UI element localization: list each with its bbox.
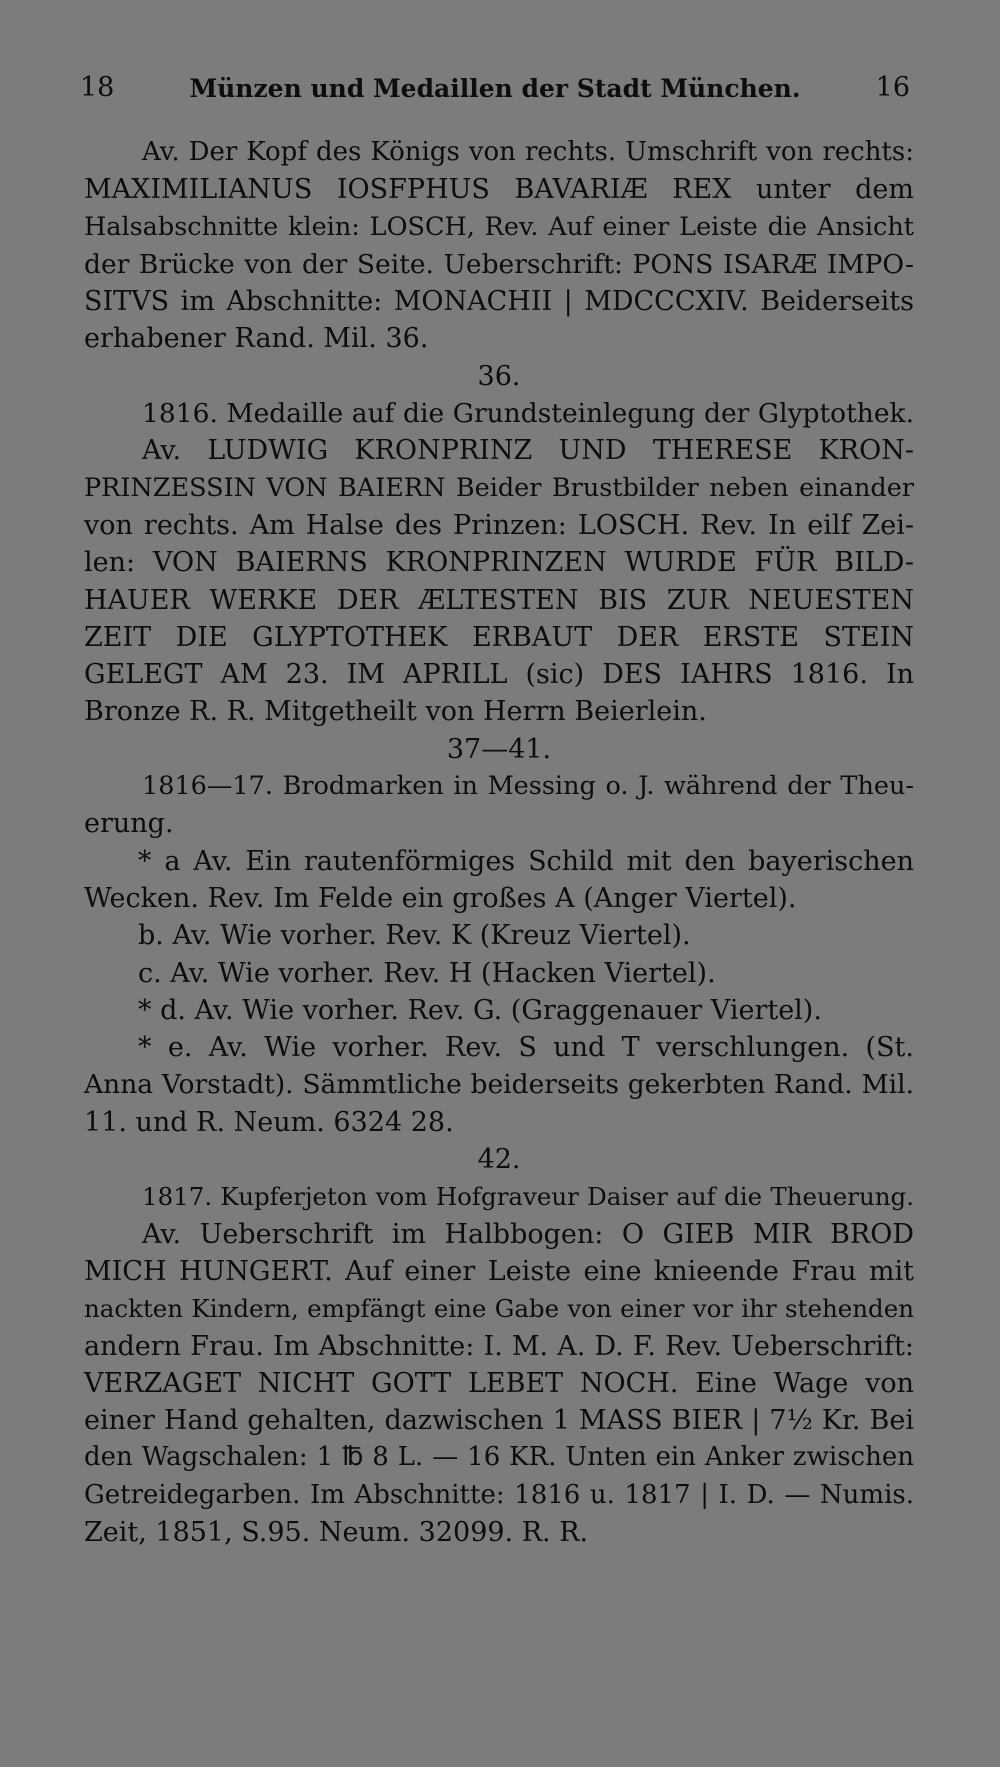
text-line: c. Av. Wie vorher. Rev. H (Hacken Viertel). bbox=[138, 957, 716, 989]
page-number-left: 18 bbox=[80, 72, 115, 103]
text-line: SITVS im Abschnitte: MONACHII | MDCCCXIV. Beiderseits bbox=[84, 286, 914, 318]
entry-heading: 1817. Kupferjeton vom Hofgraveur Daiser auf die Theuerung. bbox=[142, 1182, 914, 1212]
text-line: b. Av. Wie vorher. Rev. K (Kreuz Viertel). bbox=[138, 920, 691, 952]
text-line: von rechts. Am Halse des Prinzen: LOSCH. Rev. In eilf Zei- bbox=[84, 509, 914, 541]
text-line: der Brücke von der Seite. Ueberschrift: PONS ISARÆ IMPO- bbox=[84, 248, 914, 280]
text-line: erhabener Rand. Mil. 36. bbox=[84, 323, 429, 355]
text-line: Anna Vorstadt). Sämmtliche beiderseits gekerbten Rand. Mil. bbox=[84, 1069, 914, 1101]
text-line: Zeit, 1851, S.95. Neum. 32099. R. R. bbox=[84, 1516, 589, 1548]
section-number: 36. bbox=[477, 360, 521, 392]
text-line: Av. Der Kopf des Königs von rechts. Umschrift von rechts: bbox=[142, 137, 914, 167]
text-line: Av. LUDWIG KRONPRINZ UND THERESE KRON- bbox=[142, 435, 914, 467]
text-line: MICH HUNGERT. Auf einer Leiste eine knieende Frau mit bbox=[84, 1255, 914, 1287]
text-line: GELEGT AM 23. IM APRILL (sic) DES IAHRS 1816. In bbox=[84, 659, 914, 691]
text-line: Halsabschnitte klein: LOSCH, Rev. Auf einer Leiste die Ansicht bbox=[84, 211, 914, 242]
text-line: einer Hand gehalten, dazwischen 1 MASS BIER | 7½ Kr. Bei bbox=[84, 1405, 914, 1437]
page-number-right: 16 bbox=[875, 72, 910, 103]
page-header bbox=[80, 72, 910, 112]
text-line: MAXIMILIANUS IOSFPHUS BAVARIÆ REX unter dem bbox=[84, 174, 914, 206]
entry-heading: 1816—17. Brodmarken in Messing o. J. während der Theu- bbox=[142, 771, 914, 802]
text-line: PRINZESSIN VON BAIERN Beider Brustbilder neben einander bbox=[84, 472, 914, 503]
text-line: * d. Av. Wie vorher. Rev. G. (Graggenauer Viertel). bbox=[138, 994, 822, 1026]
text-line: Wecken. Rev. Im Felde ein großes A (Anger Viertel). bbox=[84, 882, 797, 914]
text-line: ZEIT DIE GLYPTOTHEK ERBAUT DER ERSTE STEIN bbox=[84, 621, 914, 653]
text-line: andern Frau. Im Abschnitte: I. M. A. D. F. Rev. Ueberschrift: bbox=[84, 1330, 914, 1362]
text-line: len: VON BAIERNS KRONPRINZEN WURDE FÜR BILD- bbox=[84, 547, 914, 579]
text-line: Bronze R. R. Mitgetheilt von Herrn Beierlein. bbox=[84, 696, 707, 728]
text-line: Av. Ueberschrift im Halbbogen: O GIEB MIR BROD bbox=[142, 1218, 914, 1250]
body-text bbox=[84, 134, 914, 1551]
text-line: den Wagschalen: 1 ℔ 8 L. — 16 KR. Unten ein Anker zwischen bbox=[84, 1442, 914, 1473]
running-title: Münzen und Medaillen der Stadt München. bbox=[189, 74, 801, 103]
text-line: 11. und R. Neum. 6324 28. bbox=[84, 1106, 454, 1138]
entry-heading: 1816. Medaille auf die Grundsteinlegung der Glyptothek. bbox=[142, 398, 914, 430]
text-line: VERZAGET NICHT GOTT LEBET NOCH. Eine Wage von bbox=[84, 1367, 914, 1399]
text-line: erung. bbox=[84, 808, 174, 840]
text-line: * e. Av. Wie vorher. Rev. S und T verschlungen. (St. bbox=[138, 1032, 914, 1064]
text-line: nackten Kindern, empfängt eine Gabe von einer vor ihr stehenden bbox=[84, 1294, 914, 1324]
section-number: 42. bbox=[477, 1144, 521, 1176]
section-number: 37—41. bbox=[446, 733, 552, 765]
text-line: HAUER WERKE DER ÆLTESTEN BIS ZUR NEUESTEN bbox=[84, 584, 914, 616]
text-line: * a Av. Ein rautenförmiges Schild mit den bayerischen bbox=[138, 845, 914, 877]
text-line: Getreidegarben. Im Abschnitte: 1816 u. 1817 | I. D. — Numis. bbox=[84, 1479, 914, 1510]
